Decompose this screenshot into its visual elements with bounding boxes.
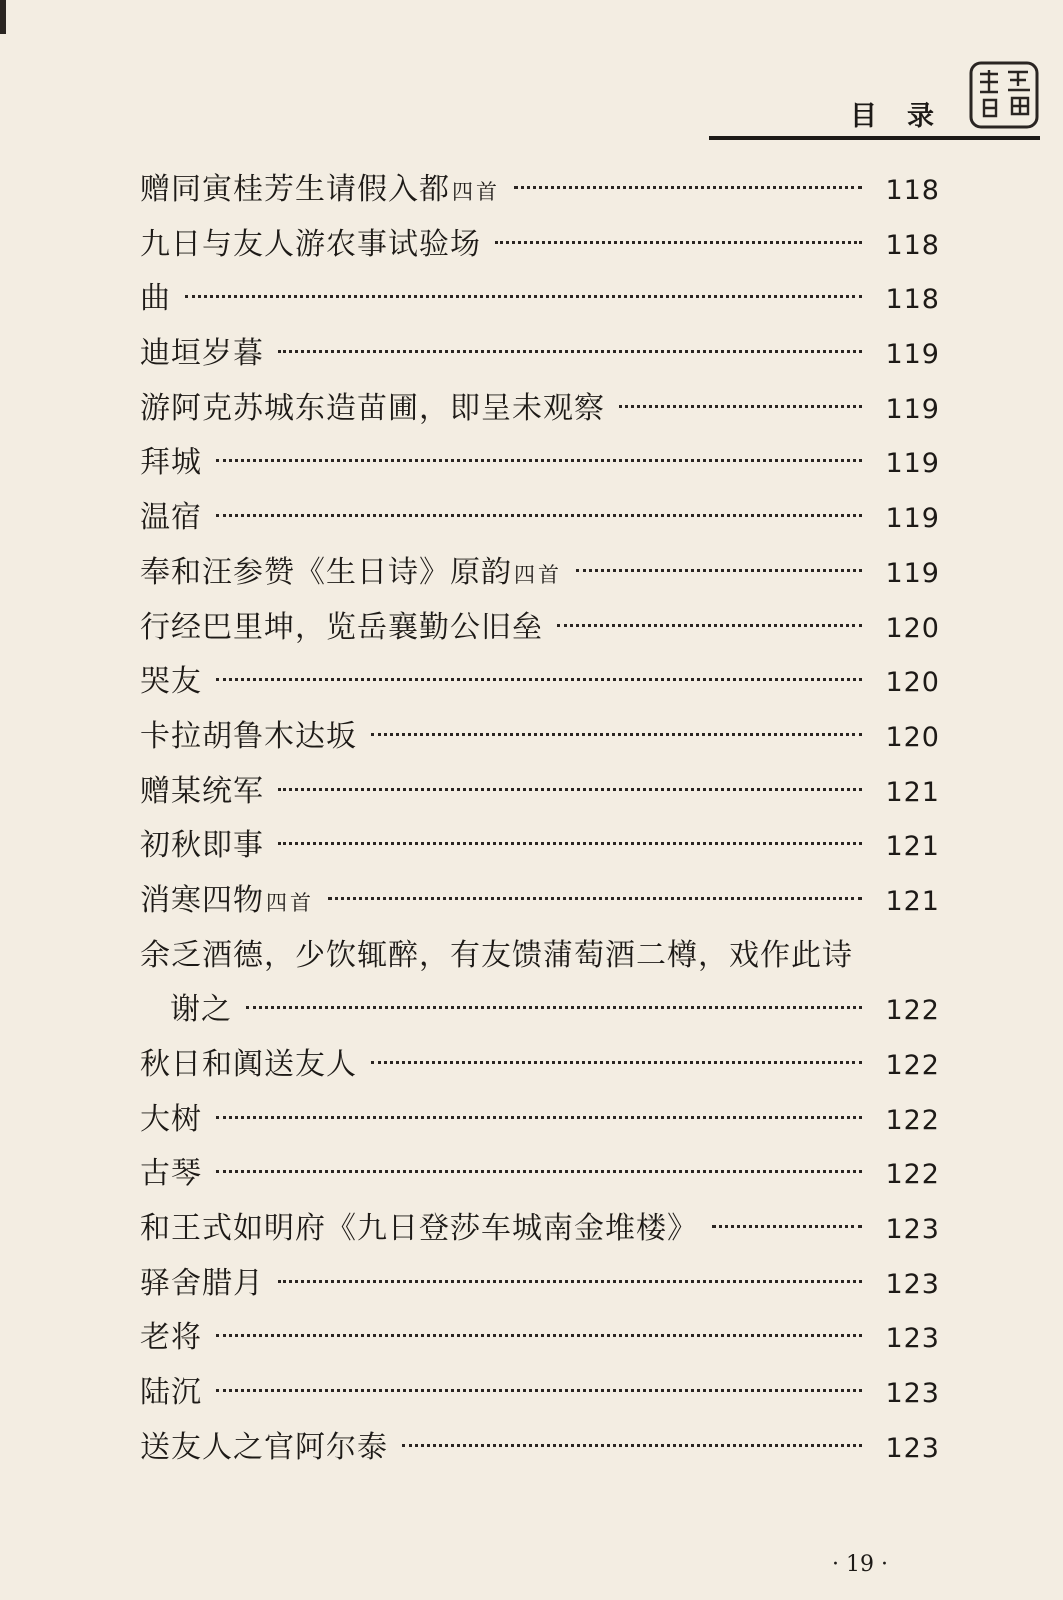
toc-entry[interactable] [140, 1205, 940, 1260]
entry-title: 哭友 [140, 664, 202, 700]
toc-entry[interactable] [140, 822, 940, 877]
entry-title: 温宿 [140, 500, 202, 536]
toc-entry[interactable] [140, 221, 940, 276]
dot-leader [495, 241, 862, 244]
toc-entry[interactable] [140, 1150, 940, 1205]
toc-entry[interactable] [140, 1424, 940, 1479]
toc-entry[interactable] [140, 494, 940, 549]
dot-leader [712, 1225, 862, 1228]
entry-title: 曲 [140, 281, 171, 317]
header-rule [709, 136, 1040, 140]
dot-leader [185, 295, 862, 298]
toc-entry[interactable] [140, 932, 940, 1041]
entry-title: 消寒四物 [140, 882, 264, 918]
entry-page-number: 122 [885, 1050, 940, 1082]
entry-title: 拜城 [140, 445, 202, 481]
entry-title: 九日与友人游农事试验场 [140, 226, 481, 262]
entry-title: 卡拉胡鲁木达坂 [140, 718, 357, 754]
entry-page-number: 122 [885, 995, 940, 1027]
dot-leader [278, 788, 862, 791]
table-of-contents [140, 166, 940, 1479]
dot-leader [278, 350, 862, 353]
entry-title: 奉和汪参赞《生日诗》原韵 [140, 554, 512, 590]
dot-leader [371, 1061, 862, 1064]
dot-leader [216, 1116, 862, 1119]
dot-leader [216, 1389, 862, 1392]
dot-leader [216, 1170, 862, 1173]
entry-title-continuation: 谢之 [170, 992, 232, 1028]
entry-title: 古琴 [140, 1156, 202, 1192]
dot-leader [619, 405, 862, 408]
entry-page-number: 119 [885, 557, 940, 589]
entry-title: 迪垣岁暮 [140, 336, 264, 372]
entry-page-number: 119 [885, 339, 940, 371]
toc-entry[interactable] [140, 330, 940, 385]
entry-page-number: 123 [885, 1268, 940, 1300]
entry-title: 老将 [140, 1320, 202, 1356]
dot-leader [246, 1006, 862, 1009]
entry-page-number: 119 [885, 503, 940, 535]
dot-leader [514, 186, 862, 189]
entry-note: 四首 [266, 890, 314, 915]
entry-title: 余乏酒德，少饮辄醉，有友馈蒲萄酒二樽，戏作此诗 [140, 937, 853, 973]
entry-page-number: 121 [885, 885, 940, 917]
dot-leader [371, 733, 862, 736]
dot-leader [216, 1334, 862, 1337]
page-title: 目录 [850, 101, 964, 132]
entry-page-number: 119 [885, 393, 940, 425]
entry-title: 初秋即事 [140, 828, 264, 864]
entry-page-number: 121 [885, 776, 940, 808]
toc-entry[interactable] [140, 1369, 940, 1424]
toc-entry[interactable] [140, 275, 940, 330]
toc-entry[interactable] [140, 385, 940, 440]
entry-page-number: 122 [885, 1159, 940, 1191]
dot-leader [278, 842, 862, 845]
entry-title: 行经巴里坤，览岳襄勤公旧垒 [140, 609, 543, 645]
entry-title: 赠某统军 [140, 773, 264, 809]
dot-leader [328, 897, 862, 900]
dot-leader [576, 569, 862, 572]
toc-entry[interactable] [140, 549, 940, 604]
scan-edge-mark [0, 0, 6, 34]
dot-leader [216, 514, 862, 517]
entry-page-number: 118 [885, 229, 940, 261]
entry-title: 大树 [140, 1101, 202, 1137]
entry-page-number: 120 [885, 612, 940, 644]
entry-page-number: 122 [885, 1104, 940, 1136]
entry-page-number: 123 [885, 1432, 940, 1464]
dot-leader [216, 678, 862, 681]
toc-entry[interactable] [140, 1041, 940, 1096]
entry-title: 和王式如明府《九日登莎车城南金堆楼》 [140, 1211, 698, 1247]
entry-page-number: 118 [885, 175, 940, 206]
entry-title: 陆沉 [140, 1375, 202, 1411]
entry-page-number: 123 [885, 1378, 940, 1410]
entry-note: 四首 [452, 180, 500, 204]
entry-title: 驿舍腊月 [140, 1265, 264, 1301]
entry-page-number: 120 [885, 721, 940, 753]
toc-entry[interactable] [140, 713, 940, 768]
toc-entry[interactable] [140, 768, 940, 823]
toc-entry[interactable] [140, 1314, 940, 1369]
dot-leader [278, 1280, 862, 1283]
toc-entry[interactable] [140, 166, 940, 221]
entry-page-number: 121 [885, 831, 940, 863]
dot-leader [402, 1444, 862, 1447]
toc-entry[interactable] [140, 1260, 940, 1315]
entry-page-number: 118 [885, 284, 940, 316]
entry-title: 送友人之官阿尔泰 [140, 1429, 388, 1465]
entry-page-number: 123 [885, 1214, 940, 1246]
dot-leader [557, 624, 862, 627]
entry-title: 秋日和阗送友人 [140, 1047, 357, 1083]
entry-note: 四首 [514, 562, 562, 587]
toc-entry[interactable] [140, 1096, 940, 1151]
entry-title: 游阿克苏城东造苗圃，即呈未观察 [140, 390, 605, 426]
toc-entry[interactable] [140, 439, 940, 494]
seal-stamp [968, 60, 1040, 130]
entry-page-number: 119 [885, 448, 940, 480]
page-number: · 19 · [832, 1552, 888, 1577]
toc-entry[interactable] [140, 877, 940, 932]
entry-page-number: 123 [885, 1323, 940, 1355]
toc-entry[interactable] [140, 604, 940, 659]
entry-page-number: 120 [885, 667, 940, 699]
dot-leader [216, 459, 862, 462]
toc-entry[interactable] [140, 658, 940, 713]
entry-title: 赠同寅桂芳生请假入都 [140, 172, 450, 207]
